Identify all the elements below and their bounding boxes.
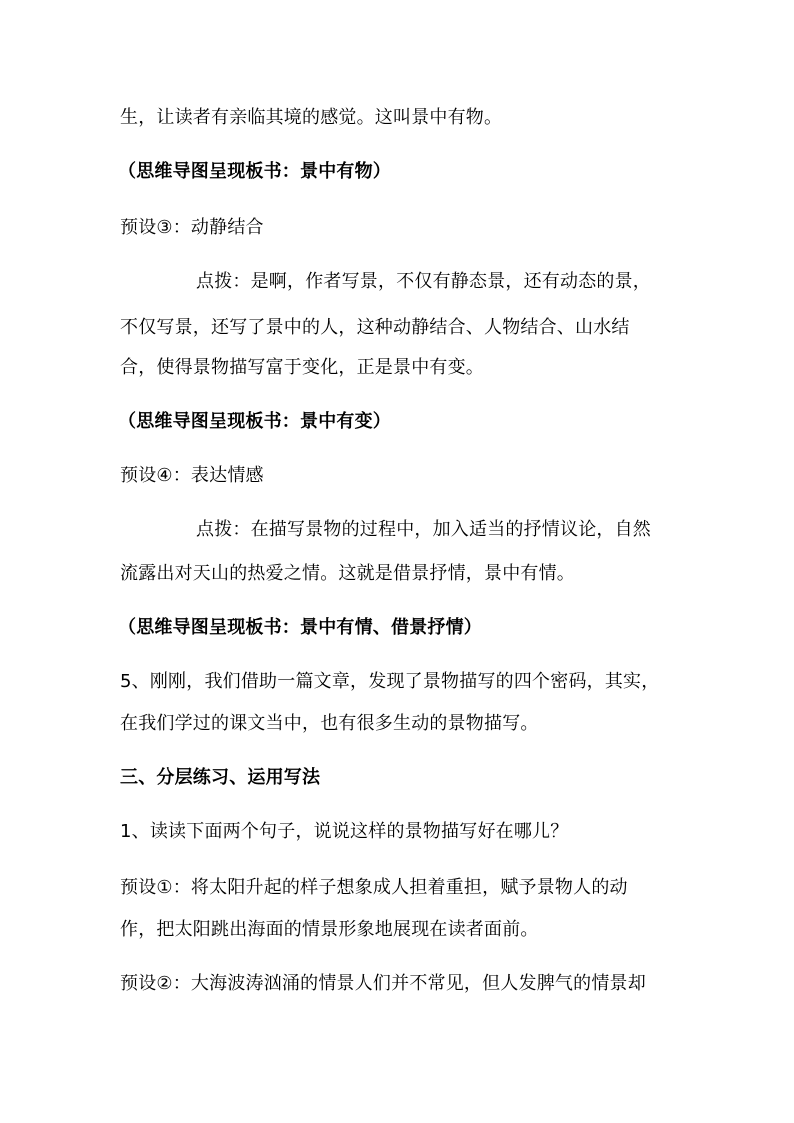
board-note-heading: （思维导图呈现板书：景中有情、借景抒情）	[118, 617, 482, 638]
preset-label: 预设④：表达情感	[120, 465, 264, 486]
paragraph-line: 生，让读者有亲临其境的感觉。这叫景中有物。	[120, 107, 503, 128]
preset-label: 预设③：动静结合	[120, 217, 264, 238]
question-line: 1、读读下面两个句子，说说这样的景物描写好在哪儿？	[120, 821, 569, 842]
paragraph-line: 预设②：大海波涛汹涌的情景人们并不常见，但人发脾气的情景却	[120, 973, 646, 994]
paragraph-line: 作，把太阳跳出海面的情景形象地展现在读者面前。	[120, 919, 539, 940]
paragraph-line: 流露出对天山的热爱之情。这就是借景抒情，景中有情。	[120, 563, 575, 584]
board-note-heading: （思维导图呈现板书：景中有物）	[118, 161, 391, 182]
section-heading: 三、分层练习、运用写法	[120, 767, 321, 788]
paragraph-line: 点拨：在描写景物的过程中，加入适当的抒情议论，自然	[196, 519, 651, 540]
paragraph-line: 合，使得景物描写富于变化，正是景中有变。	[120, 357, 484, 378]
paragraph-line: 在我们学过的课文当中，也有很多生动的景物描写。	[120, 713, 539, 734]
paragraph-line: 不仅写景，还写了景中的人，这种动静结合、人物结合、山水结	[120, 317, 630, 338]
paragraph-line: 预设①：将太阳升起的样子想象成人担着重担，赋予景物人的动	[120, 877, 628, 898]
paragraph-line: 点拨：是啊，作者写景，不仅有静态景，还有动态的景，	[196, 271, 651, 292]
paragraph-line: 5、刚刚，我们借助一篇文章，发现了景物描写的四个密码，其实，	[120, 671, 660, 692]
board-note-heading: （思维导图呈现板书：景中有变）	[118, 411, 391, 432]
